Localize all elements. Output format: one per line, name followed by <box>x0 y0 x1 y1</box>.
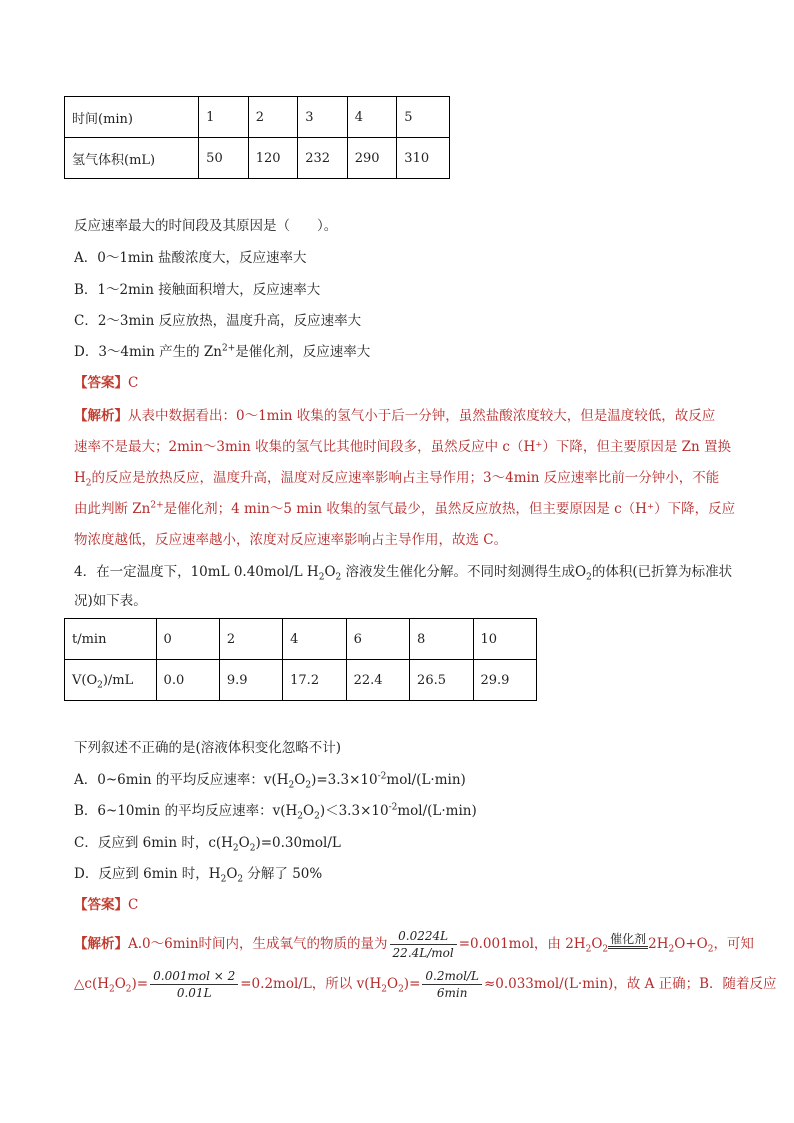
option-d-text: D．3～4min 产生的 Zn <box>74 344 222 360</box>
superscript: -2 <box>388 802 398 813</box>
answer-line <box>74 373 138 393</box>
question-stem: 反应速率最大的时间段及其原因是（ ）。 <box>74 218 338 234</box>
table-cell: 120 <box>248 138 298 179</box>
table-cell: 4 <box>347 97 397 138</box>
table-cell: 26.5 <box>410 660 473 701</box>
analysis-text: 物浓度越低，反应速率越小，浓度对反应速率影响占主导作用，故选 C。 <box>74 532 508 548</box>
subscript: 2 <box>585 944 592 955</box>
table-cell: 290 <box>347 138 397 179</box>
analysis-text: △c(H <box>74 976 109 992</box>
option-d <box>74 342 370 362</box>
table-cell: 8 <box>410 619 473 660</box>
stem-text: 4．在一定温度下，10mL 0.40mol/L H <box>74 564 319 580</box>
table-cell: 310 <box>397 138 450 179</box>
subscript: 2 <box>232 843 239 854</box>
analysis-text: 从表中数据看出：0～1min 收集的氢气小于后一分钟，虽然盐酸浓度较大，但是温度较低，故反应 <box>128 408 716 424</box>
analysis-tag: 【解析】 <box>74 408 128 424</box>
subscript: 2 <box>335 572 342 583</box>
answer-tag: 【答案】 <box>74 375 128 391</box>
option-a: A．0～1min 盐酸浓度大，反应速率大 <box>74 250 307 266</box>
table-cell: 4 <box>283 619 346 660</box>
option-text: O <box>303 803 315 819</box>
analysis-text: O <box>386 976 399 992</box>
subscript: 2 <box>249 843 256 854</box>
table-row <box>65 138 450 179</box>
subscript: 2 <box>125 984 132 995</box>
table-cell: 0.0 <box>156 660 219 701</box>
analysis-text: H <box>74 470 86 486</box>
question-stem: 况)如下表。 <box>74 593 147 609</box>
analysis-text: O+O <box>674 936 708 952</box>
option-c <box>74 833 341 853</box>
subscript: 2 <box>85 478 92 489</box>
subscript: 2 <box>586 572 592 583</box>
analysis-text: O <box>114 976 126 992</box>
analysis-text: )= <box>131 976 149 992</box>
option-text: A．0~6min 的平均反应速率：v(H <box>74 772 289 788</box>
superscript: 2+ <box>150 500 164 511</box>
answer-tag: 【答案】 <box>74 897 128 913</box>
subscript: 2 <box>305 780 312 791</box>
fraction <box>390 928 457 961</box>
table-cell: 1 <box>199 97 249 138</box>
subscript: 2 <box>602 944 609 955</box>
question-text: 下列叙述不正确的是(溶液体积变化忽略不计) <box>74 740 342 756</box>
fraction <box>422 968 482 1001</box>
subscript: 2 <box>707 944 714 955</box>
subscript: 2 <box>97 680 103 691</box>
option-a <box>74 770 466 790</box>
stem-text: 溶液发生催化分解。不同时刻测得生成O <box>341 564 587 580</box>
cell-text: )/mL <box>102 672 134 688</box>
option-d-text: 是催化剂，反应速率大 <box>235 344 371 360</box>
answer-value: C <box>128 375 139 391</box>
subscript: 2 <box>668 944 675 955</box>
table-cell: 9.9 <box>219 660 282 701</box>
catalyst-label: 催化剂 <box>608 932 648 949</box>
analysis-text: 2H <box>648 936 669 952</box>
table-row <box>65 619 537 660</box>
option-b: B．1～2min 接触面积增大，反应速率大 <box>74 282 321 298</box>
subscript: 2 <box>288 780 295 791</box>
analysis-text: A.0～6min时间内，生成氧气的物质的量为 <box>128 936 388 952</box>
subscript: 2 <box>318 572 325 583</box>
option-text: O <box>226 866 238 882</box>
cell-text: V(O <box>72 672 98 688</box>
subscript: 2 <box>314 811 320 822</box>
stem-text: 的体积(已折算为标准状 <box>591 564 733 580</box>
analysis-text: 是催化剂；4 min～5 min 收集的氢气最少，虽然反应放热，但主要原因是 c（H⁺）下降，反应 <box>163 501 736 517</box>
subscript: 2 <box>398 984 404 995</box>
option-d <box>74 864 322 884</box>
subscript: 2 <box>220 874 227 885</box>
fraction-numerator: 0.2mol/L <box>422 968 482 985</box>
option-text: )＜3.3×10 <box>319 803 389 819</box>
table-cell: 17.2 <box>283 660 346 701</box>
fraction-numerator: 0.0224L <box>390 928 457 945</box>
analysis-text: 速率不是最大；2min～3min 收集的氢气比其他时间段多，虽然反应中 c（H⁺）下降，但主要原因是 Zn 置换 <box>74 439 732 455</box>
analysis-text: =0.001mol，由 2H <box>458 936 586 952</box>
option-text: O <box>294 772 306 788</box>
analysis-text: 由此判断 Zn <box>74 501 151 517</box>
table-cell: 22.4 <box>346 660 409 701</box>
table-row <box>65 97 450 138</box>
analysis-text: 的反应是放热反应，温度升高，温度对反应速率影响占主导作用；3～4min 反应速率比前一分钟小，不能 <box>91 470 720 486</box>
option-b <box>74 801 477 821</box>
stem-text: O <box>324 564 336 580</box>
subscript: 2 <box>108 984 115 995</box>
question-stem <box>74 562 732 582</box>
fraction-denominator: 6min <box>436 986 468 1000</box>
option-text: )=3.3×10 <box>311 772 378 788</box>
subscript: 2 <box>297 811 304 822</box>
answer-line <box>74 895 138 915</box>
analysis-tag: 【解析】 <box>74 936 128 952</box>
option-text: 分解了 50% <box>243 866 323 882</box>
table-cell: 氢气体积(mL) <box>65 138 199 179</box>
analysis-text: ≈0.033mol/(L·min)，故 A 正确；B．随着反应 <box>483 976 777 992</box>
option-text: O <box>238 835 250 851</box>
fraction-denominator: 22.4L/mol <box>392 946 454 960</box>
subscript: 2 <box>381 984 387 995</box>
hydrogen-volume-table <box>64 96 450 179</box>
catalyst-arrow <box>608 932 648 949</box>
fraction-denominator: 0.01L <box>176 986 212 1000</box>
table-cell <box>65 660 157 701</box>
table-cell: 2 <box>219 619 282 660</box>
analysis-line <box>74 928 754 961</box>
analysis-paragraph <box>74 401 736 556</box>
option-text: mol/(L·min) <box>386 772 466 788</box>
table-cell: 6 <box>346 619 409 660</box>
superscript: -2 <box>377 771 387 782</box>
answer-value: C <box>128 897 139 913</box>
table-cell: 232 <box>298 138 348 179</box>
table-cell: 5 <box>397 97 450 138</box>
option-text: B．6~10min 的平均反应速率：v(H <box>74 803 298 819</box>
table-cell: 时间(min) <box>65 97 199 138</box>
table-cell: t/min <box>65 619 157 660</box>
table-cell: 29.9 <box>473 660 537 701</box>
option-text: )=0.30mol/L <box>255 835 341 851</box>
fraction-numerator: 0.001mol × 2 <box>150 968 238 985</box>
superscript: 2+ <box>221 343 236 354</box>
analysis-text: =0.2mol/L，所以 v(H <box>240 976 382 992</box>
fraction <box>150 968 238 1001</box>
oxygen-volume-table <box>64 618 537 701</box>
table-cell: 2 <box>248 97 298 138</box>
option-c: C．2～3min 反应放热，温度升高，反应速率大 <box>74 313 362 329</box>
table-cell: 50 <box>199 138 249 179</box>
analysis-text: )= <box>403 976 421 992</box>
table-cell: 3 <box>298 97 348 138</box>
table-cell: 0 <box>156 619 219 660</box>
analysis-text: ，可知 <box>713 936 754 952</box>
option-text: mol/(L·min) <box>397 803 477 819</box>
option-text: C．反应到 6min 时，c(H <box>74 835 233 851</box>
analysis-text: O <box>591 936 603 952</box>
analysis-line <box>74 968 777 1001</box>
subscript: 2 <box>237 874 244 885</box>
option-text: D．反应到 6min 时，H <box>74 866 221 882</box>
table-cell: 10 <box>473 619 537 660</box>
table-row <box>65 660 537 701</box>
